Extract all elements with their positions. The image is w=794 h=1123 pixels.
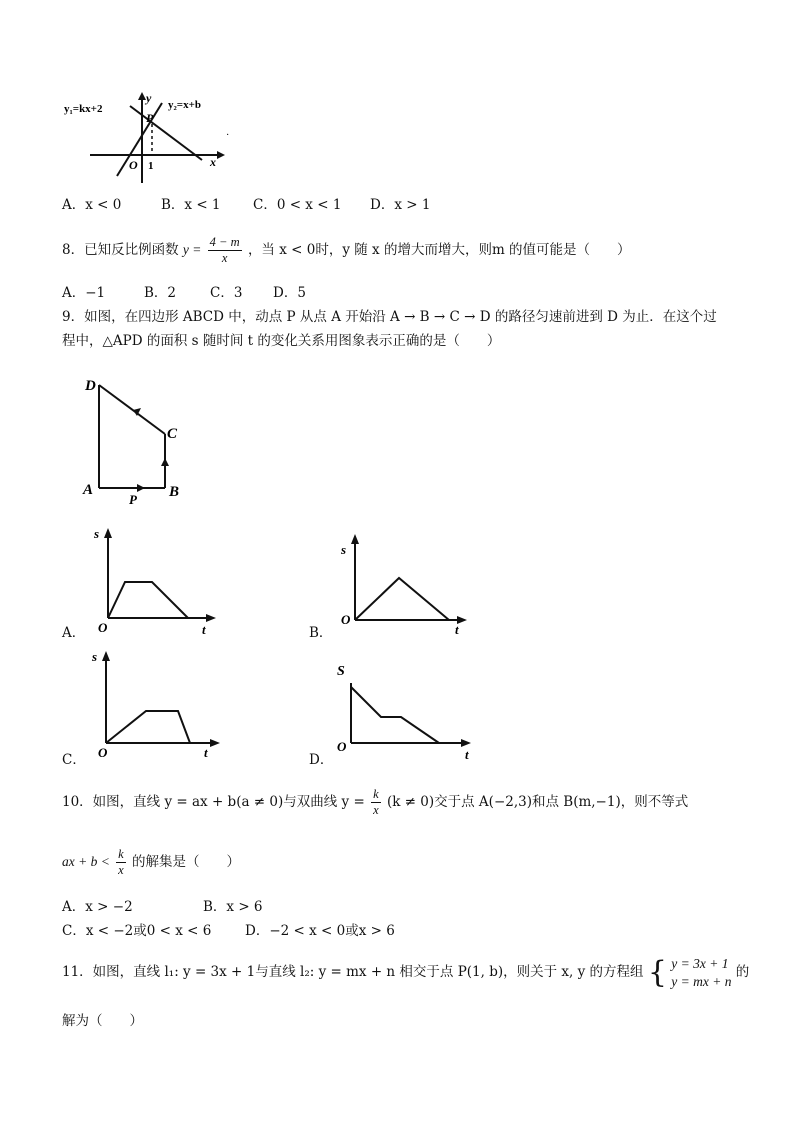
q9-line2: 程中，△APD 的面积 s 随时间 t 的变化关系用图象表示正确的是（ ） [62,333,501,349]
q10-l2-fraction [116,847,126,878]
q7-label-1: 1 [148,160,154,172]
q9-option-b-label: B． [309,625,333,641]
q10-option-c: C．x < −2或0 < x < 6 [62,923,212,939]
q8-option-a: A．−1 [62,285,106,301]
q9-graph-b-curve [355,578,449,620]
q8-option-d: D．5 [273,285,306,301]
q10-fraction-num: k [373,787,379,801]
q9-graph-c [88,645,228,760]
q11-eq2: y = mx + n [671,973,732,989]
q10-prefix: 10．如图，直线 y = ax + b(a ≠ 0)与双曲线 y = [62,794,365,810]
q9-graph-b-t: t [455,622,459,637]
q9-arrow-bc [161,458,169,466]
q10-option-d: D．−2 < x < 0或x > 6 [245,923,395,939]
q9-option-d-label: D． [309,752,334,768]
q9-edge-cd [99,385,165,434]
q9-graph-b-s: s [341,542,347,557]
q10-l2-prefix: ax + b < [62,854,110,869]
q9-quadrilateral [75,370,195,505]
q8-prefix: 8．已知反比例函数 [62,242,179,258]
q9-graph-c-y-arrow [102,651,110,661]
q11-stem [62,952,749,992]
q9-graph-c-s: s [92,649,98,664]
q10-option-b: B．x > 6 [203,899,263,915]
q10-l2-fraction-den: x [118,863,124,877]
q11-eq1: y = 3x + 1 [671,955,729,971]
q9-label-B: B [169,484,180,500]
q8-fraction [208,235,242,266]
q9-graph-a-y-arrow [104,528,112,538]
q7-tick-mark: · [226,130,230,141]
q9-graph-c-t: t [204,745,208,760]
q7-line-y2 [130,106,202,160]
q10-fraction [371,787,381,818]
q9-graph-c-curve [106,711,190,743]
q9-graph-a-s: s [94,526,100,541]
q7-y-arrow [138,92,146,100]
q8-fraction-den: x [221,251,228,265]
q9-arrow-ab [137,484,145,492]
q9-graph-d-x-arrow [461,739,471,747]
q11-line2: 解为（ ） [62,1013,143,1029]
q7-label-y1: y₁=kx+2 [64,103,103,115]
q11-brace: { [647,954,667,990]
q10-stem [62,786,688,818]
q9-graph-b-y-arrow [351,534,359,544]
q7-label-O: O [129,158,138,172]
q10-l2-fraction-num: k [118,847,124,861]
q9-graph-a-o: O [98,620,108,635]
q8-suffix: ，当 x < 0时，y 随 x 的增大而增大，则m 的值可能是（ ） [247,242,631,258]
q9-graph-d-o: O [337,739,347,754]
q9-graph-a-t: t [202,622,206,637]
q7-graph [62,88,242,188]
q7-option-c: C．0 < x < 1 [253,197,342,213]
q8-fraction-num: 4 − m [209,235,240,249]
q7-label-y2: y₂=x+b [168,99,201,111]
q10-suffix: (k ≠ 0)交于点 A(−2,3)和点 B(m,−1)，则不等式 [386,794,689,810]
q9-graph-c-x-arrow [210,739,220,747]
q9-graph-d-curve [351,687,439,743]
q11-prefix: 11．如图，直线 l₁: y = 3x + 1与直线 l₂: y = mx + n 相交于点 P(1, b)，则关于 x, y 的方程组 [62,964,644,980]
q10-fraction-den: x [373,803,379,817]
q7-x-arrow [217,151,225,159]
q9-label-A: A [83,482,94,498]
q10-line2 [62,846,240,878]
q8-y-eq: y = [182,242,202,257]
q9-graph-d-s: S [337,664,345,679]
q7-option-a: A．x < 0 [62,197,122,213]
q7-label-yaxis: y [146,91,152,105]
q9-graph-d-t: t [465,747,469,762]
q9-graph-b [337,528,477,638]
q9-graph-d [333,655,478,765]
q9-graph-a [90,522,220,637]
q9-graph-c-o: O [98,745,108,760]
q7-option-b: B．x < 1 [161,197,221,213]
q8-stem [62,234,631,266]
q9-label-P: P [129,492,137,505]
q11-system [671,955,731,991]
q9-label-D: D [85,378,96,394]
q9-graph-a-x-arrow [206,614,216,622]
q9-option-c-label: C． [62,752,86,768]
q7-label-xaxis: x [210,155,216,169]
q9-graph-b-o: O [341,612,351,627]
q9-option-a-label: A． [62,625,86,641]
q8-option-b: B．2 [144,285,177,301]
q10-l2-suffix: 的解集是（ ） [132,854,240,870]
q11-suffix: 的 [735,964,750,980]
q9-label-C: C [167,426,178,442]
q10-option-a: A．x > −2 [62,899,133,915]
q7-label-P: P [146,111,154,125]
q9-graph-a-curve [108,582,188,618]
q9-line1: 9．如图，在四边形 ABCD 中，动点 P 从点 A 开始沿 A → B → C → D 的路径匀速前进到 D 为止．在这个过 [62,309,717,325]
q8-option-c: C．3 [210,285,243,301]
q7-option-d: D．x > 1 [370,197,431,213]
